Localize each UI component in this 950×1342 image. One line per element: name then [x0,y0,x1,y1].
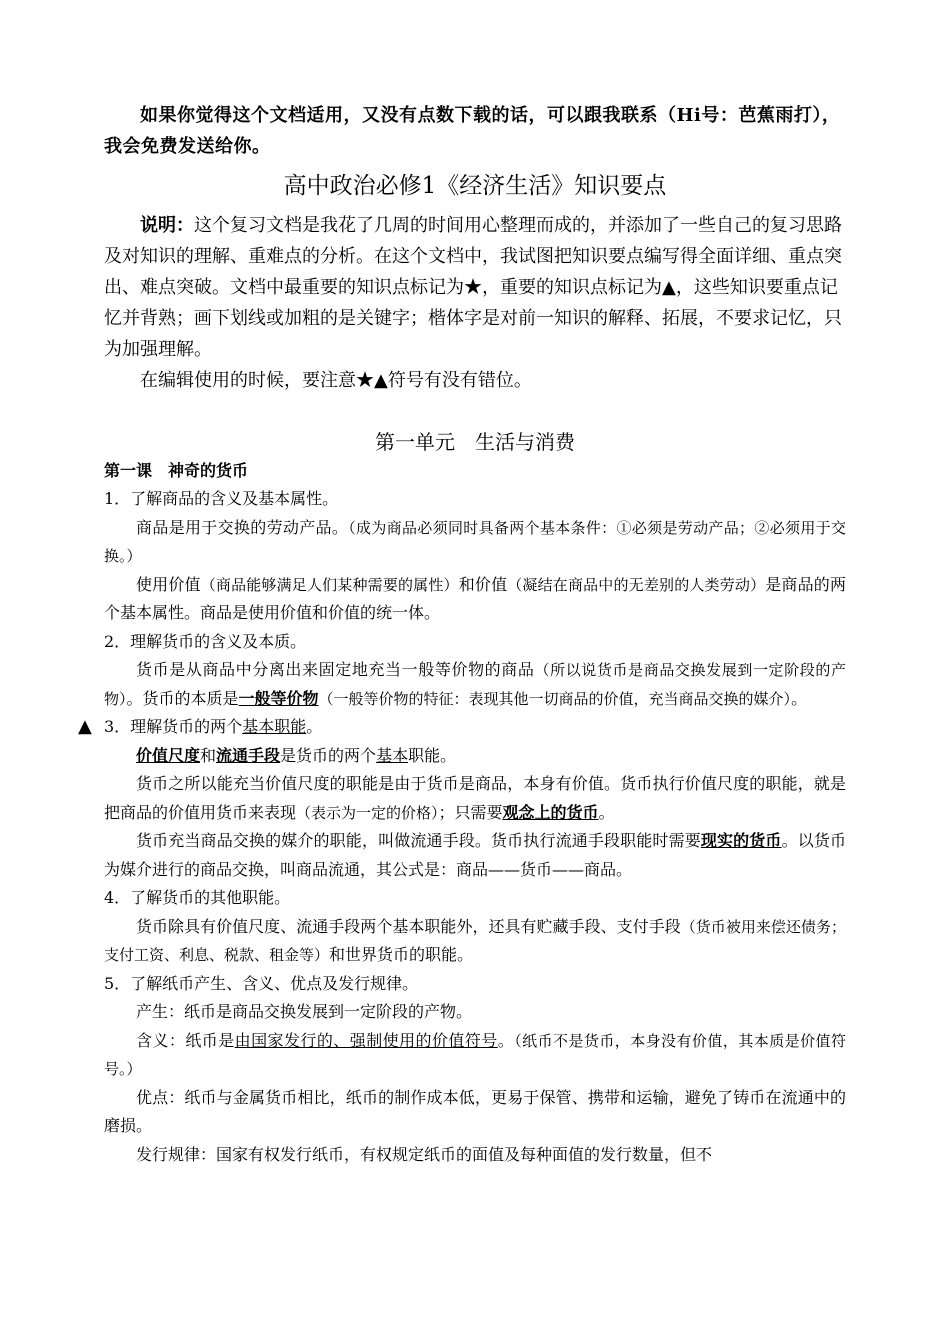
paragraph: 产生：纸币是商品交换发展到一定阶段的产物。 [136,1002,473,1021]
note-run: （表示为一定的价格） [296,803,439,822]
note-run: （所以说货币是商品交换发展到一定阶段的产物） [104,661,846,708]
text-run: 是货币的两个 [280,745,377,765]
section-heading-4: 4．了解货币的其他职能。 [104,888,291,907]
text-run: 3．理解货币的两个 [104,717,243,736]
keyword: 基本 [376,745,409,765]
document-page [78,100,846,1169]
download-notice: 如果你觉得这个文档适用，又没有点数下载的话，可以跟我联系（Hi号：芭蕉雨打），我会免费发送给你。 [104,105,841,157]
intro-note: 在编辑使用的时候，要注意★▲符号有没有错位。 [140,370,532,391]
paragraph [104,656,846,713]
text-run: 。 [306,717,323,736]
paragraph [104,571,846,628]
keyword: 观念上的货币 [502,802,599,822]
text-run: 货币除具有价值尺度、流通手段两个基本职能外，还具有贮藏手段、支付手段 [136,916,681,936]
text-run: ；只需要 [438,802,503,822]
text-run: 使用价值 [136,574,201,594]
text-run: 和 [200,745,217,765]
text-run: 和世界货币的职能。 [329,945,474,964]
text-run: 。 [598,802,615,822]
note-run: （商品能够满足人们某种需要的属性） [200,575,459,594]
text-run: 商品是用于交换的劳动产品。 [136,517,349,537]
keyword: 基本职能 [242,717,307,736]
text-run: 货币之所以能充当价值尺度的职能是由于货币是商品，本身有价值。货币执行价值尺度的职能，就是把商品的价值用货币来表现 [104,774,846,822]
note-run: （纸币不是货币，本身没有价值，其本质是价值符号。） [104,1031,846,1078]
paragraph [104,742,846,771]
paragraph [104,913,846,970]
section-heading-1: 1．了解商品的含义及基本属性。 [104,489,339,508]
text-run: 是商品的两个基本属性。商品是使用价值和价值的统一体。 [104,574,846,622]
lesson-title: 第一课 神奇的货币 [104,461,249,480]
keyword: 流通手段 [216,745,281,765]
note-run: （凝结在商品中的无差别的人类劳动） [507,575,766,594]
text-run: 。 [791,688,808,708]
note-run: （一般等价物的特征：表现其他一切商品的价值，充当商品交换的媒介） [318,689,792,708]
document-title: 高中政治必修1《经济生活》知识要点 [283,173,667,199]
text-run: 。以货币为媒介进行的商品交换，叫商品流通，其公式是：商品——货币——商品。 [104,831,846,879]
intro-text: 这个复习文档是我花了几周的时间用心整理而成的，并添加了一些自己的复习思路及对知识的理解、重难点的分析。在这个文档中，我试图把知识要点编写得全面详细、重点突出、难点突破。文档中最重要的知识点标记为★，重要的知识点标记为▲，这些知识要重点记忆并背熟；画下划线或加粗的是关键字；楷体字是对前一知识的解释、拓展，不要求记忆，只为加强理解。 [104,215,842,360]
text-run: 含义：纸币是 [136,1030,235,1050]
paragraph [104,1027,846,1084]
intro-paragraph [104,210,846,365]
text-run: 和价值 [458,574,508,594]
paragraph [104,770,846,827]
text-run: 。货币的本质是 [126,688,239,708]
intro-label: 说明： [140,215,194,236]
section-heading-5: 5．了解纸币产生、含义、优点及发行规律。 [104,973,419,993]
text-run: 货币充当商品交换的媒介的职能，叫做流通手段。货币执行流通手段职能时需要 [136,831,701,850]
keyword: 现实的货币 [700,831,782,850]
note-run: （货币被用来偿还债务；支付工资、利息、税款、租金等） [104,917,846,964]
paragraph [104,827,846,884]
keyword: 价值尺度 [136,745,201,765]
keyword: 由国家发行的、强制使用的价值符号 [234,1030,498,1050]
text-run: 货币是从商品中分离出来固定地充当一般等价物的商品 [136,660,535,679]
keyword: 一般等价物 [238,688,319,708]
note-run: （成为商品必须同时具备两个基本条件：①必须是劳动产品；②必须用于交换。） [104,518,846,565]
paragraph [104,514,846,571]
section-heading-3 [78,713,846,742]
unit-title: 第一单元 生活与消费 [375,430,575,454]
section-heading-2: 2．理解货币的含义及本质。 [104,631,307,651]
paragraph: 发行规律：国家有权发行纸币，有权规定纸币的面值及每种面值的发行数量，但不 [136,1144,713,1164]
important-marker-icon: ▲ [78,716,92,737]
paragraph: 优点：纸币与金属货币相比，纸币的制作成本低，更易于保管、携带和运输，避免了铸币在流通中的磨损。 [104,1087,846,1135]
text-run: 。 [497,1030,515,1050]
text-run: 职能。 [408,745,457,765]
